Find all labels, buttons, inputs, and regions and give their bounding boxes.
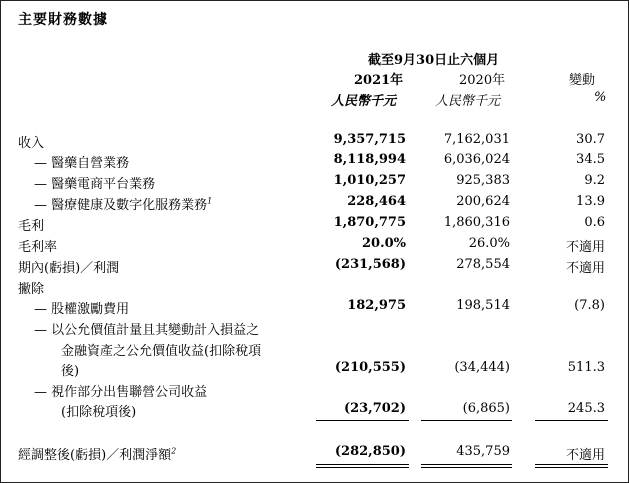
row-value-2020: 435,759 — [456, 444, 510, 459]
total-rule-2021-a — [316, 464, 409, 465]
row-value-change: 0.6 — [584, 215, 605, 230]
row-label: 毛利率 — [18, 240, 58, 255]
col3-unit-header: % — [594, 90, 607, 105]
row-value-change: 511.3 — [567, 360, 605, 375]
table-row-pharma-self — [1, 152, 628, 172]
row-label: 後) — [61, 364, 80, 379]
row-label: — 視作部分出售聯營公司收益 — [34, 385, 208, 400]
footnote-marker: 2 — [171, 446, 177, 456]
row-value-change: 不適用 — [565, 240, 605, 255]
row-value-2020: 26.0% — [468, 236, 510, 251]
subtotal-rule-change — [535, 420, 608, 421]
row-label: — 以公允價值計量且其變動計入損益之 — [34, 323, 260, 338]
row-label: (扣除稅項後) — [61, 405, 137, 420]
row-value-change: 245.3 — [567, 401, 605, 416]
row-value-2020: 7,162,031 — [443, 132, 510, 147]
row-value-change: 9.2 — [584, 173, 605, 188]
page-title: 主要財務數據 — [18, 12, 108, 28]
col1-year-header: 2021年 — [354, 73, 404, 88]
row-value-change: 34.5 — [576, 152, 605, 167]
row-label: — 醫藥電商平台業務 — [34, 177, 156, 192]
row-value-2021: 20.0% — [361, 236, 406, 251]
row-value-2020: 278,554 — [456, 257, 510, 272]
row-value-2021: 9,357,715 — [333, 132, 406, 147]
table-row-pharma-ecommerce — [1, 173, 628, 193]
table-row-fair-value-line2 — [1, 340, 628, 360]
row-value-2021: 228,464 — [347, 194, 406, 209]
row-value-2021: (231,568) — [334, 257, 406, 272]
table-row-gross-profit — [1, 215, 628, 235]
row-value-2020: 1,860,316 — [443, 215, 510, 230]
table-row-fair-value-line3 — [1, 360, 628, 380]
row-value-change: 不適用 — [565, 448, 605, 463]
table-row-gross-margin — [1, 236, 628, 256]
row-value-2021: 8,118,994 — [333, 152, 406, 167]
total-rule-2020-b — [421, 467, 512, 468]
row-label: 收入 — [18, 136, 45, 151]
col2-unit-header: 人民幣千元 — [435, 94, 501, 109]
row-value-2020: (34,444) — [454, 360, 510, 375]
row-value-change: (7.8) — [574, 298, 605, 313]
subtotal-rule-2021 — [316, 420, 409, 421]
footnote-marker: 1 — [207, 196, 213, 206]
row-value-2020: 200,624 — [456, 194, 510, 209]
subtotal-rule-2020 — [421, 420, 512, 421]
row-label: 期內(虧損)／利潤 — [18, 261, 120, 276]
row-label: — 醫藥自營業務 — [34, 156, 130, 171]
row-value-2020: 198,514 — [456, 298, 510, 313]
table-row-share-incentive — [1, 298, 628, 318]
row-value-2021: 1,010,257 — [333, 173, 406, 188]
total-rule-change-b — [535, 467, 608, 468]
row-label: — 股權激勵費用 — [34, 302, 130, 317]
row-label: 毛利 — [18, 219, 45, 234]
row-value-2020: 925,383 — [456, 173, 510, 188]
table-row-revenue — [1, 132, 628, 152]
total-rule-2020-a — [421, 464, 512, 465]
table-row-excluding — [1, 278, 628, 298]
table-row-fair-value-line1 — [1, 319, 628, 339]
col1-unit-header: 人民幣千元 — [331, 94, 397, 109]
col2-year-header: 2020年 — [459, 73, 506, 88]
table-row-deemed-disposal-line2 — [1, 401, 628, 421]
row-label: 金融資產之公允價值收益(扣除稅項 — [61, 344, 262, 359]
total-rule-2021-b — [316, 467, 409, 468]
row-value-change: 13.9 — [576, 194, 605, 209]
row-value-change: 不適用 — [565, 261, 605, 276]
row-value-2021: 182,975 — [347, 298, 406, 313]
col3-change-header: 變動 — [569, 73, 596, 88]
total-rule-change-a — [535, 464, 608, 465]
table-row-period-profit — [1, 257, 628, 277]
row-value-2021: (210,555) — [334, 360, 406, 375]
table-row-health-digital — [1, 194, 628, 214]
row-label: — 醫療健康及數字化服務業務$^1$ — [34, 196, 213, 213]
row-value-2021: 1,870,775 — [333, 215, 406, 230]
table-row-adjusted-net-profit — [1, 444, 628, 464]
period-header: 截至9月30日止六個月 — [368, 53, 500, 68]
row-value-change: 30.7 — [576, 132, 605, 147]
table-row-deemed-disposal-line1 — [1, 381, 628, 401]
row-label: 撇除 — [18, 282, 45, 297]
row-value-2021: (282,850) — [334, 444, 406, 459]
row-label: 經調整後(虧損)／利潤淨額$^2$ — [18, 446, 177, 463]
row-value-2021: (23,702) — [343, 401, 406, 416]
row-value-2020: (6,865) — [462, 401, 510, 416]
row-value-2020: 6,036,024 — [443, 152, 510, 167]
